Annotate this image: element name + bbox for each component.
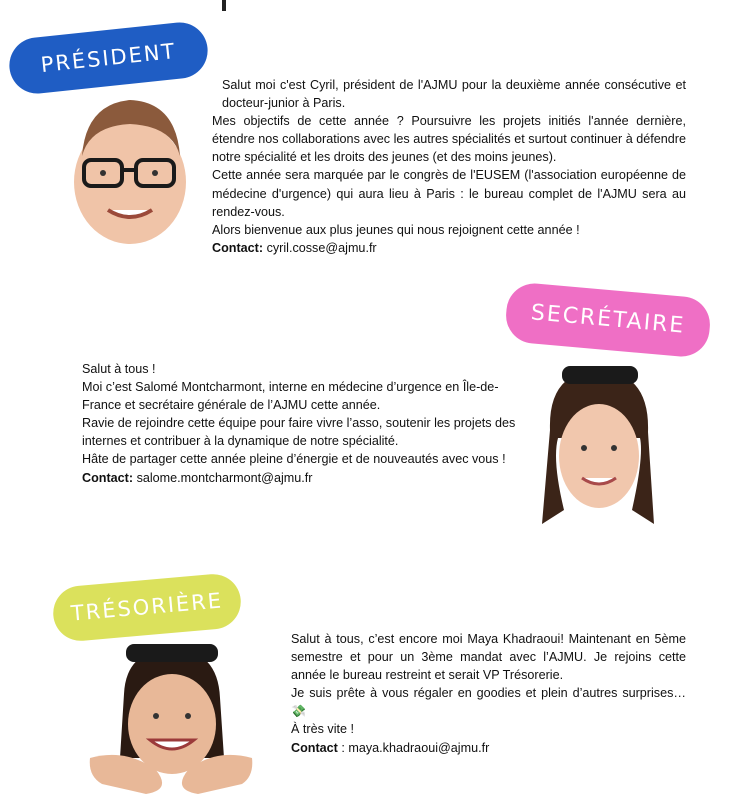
secretaire-bio (82, 360, 519, 487)
secretaire-greeting: Salut à tous ! (82, 362, 156, 376)
salome-photo (528, 360, 668, 530)
president-badge: PRÉSIDENT (7, 20, 211, 96)
money-icon: 💸 (291, 704, 306, 719)
tresoriere-closing: À très vite ! (291, 722, 354, 737)
president-goals: Mes objectifs de cette année ? Poursuivre les projets initiés l'année dernière, étendre nos collaborations avec les autres spécialités et surtout continuer à défendre notre spécialité et les droits des jeunes (et des moins jeunes). (212, 114, 686, 165)
president-contact-email[interactable]: cyril.cosse@ajmu.fr (263, 240, 377, 255)
cyril-photo (68, 86, 192, 246)
secretaire-badge: SECRÉTAIRE (504, 281, 712, 359)
president-bio (212, 76, 686, 257)
tresoriere-contact (291, 739, 686, 757)
secretaire-closing: Hâte de partager cette année pleine d’énergie et de nouveautés avec vous ! (82, 452, 506, 467)
tresoriere-intro: Salut à tous, c’est encore moi Maya Khadraoui! Maintenant en 5ème semestre et pour un 3ème mandat avec l’AJMU. Je rejoins cette année le bureau restreint et serait VP Trésorerie. (291, 632, 686, 683)
president-welcome: Alors bienvenue aux plus jeunes qui nous rejoignent cette année ! (212, 222, 580, 237)
secretaire-contact-label: Contact: (82, 470, 134, 485)
secretaire-contact (82, 469, 519, 487)
tresoriere-contact-label: Contact (291, 740, 338, 755)
president-contact-label: Contact: (212, 240, 264, 255)
top-divider (222, 0, 226, 11)
tresoriere-bio (291, 630, 686, 757)
president-contact (212, 239, 686, 257)
maya-photo (86, 640, 256, 800)
secretaire-intro: Moi c’est Salomé Montcharmont, interne en médecine d’urgence en Île-de-France et secrétaire générale de l’AJMU cette année. (82, 380, 499, 413)
tresoriere-surprise-text: Je suis prête à vous régaler en goodies et plein d’autres surprises… (291, 686, 686, 701)
tresoriere-badge: TRÉSORIÈRE (51, 572, 243, 643)
secretaire-mission: Ravie de rejoindre cette équipe pour faire vivre l’asso, soutenir les projets des internes et contribuer à la dynamique de notre spécialité. (82, 416, 516, 449)
tresoriere-contact-email[interactable]: : maya.khadraoui@ajmu.fr (337, 740, 490, 755)
tresoriere-surprise (291, 684, 686, 720)
president-congress: Cette année sera marquée par le congrès de l'EUSEM (l'association européenne de médecine d'urgence) qui aura lieu à Paris : le bureau complet de l'AJMU sera au rendez-vous. (212, 168, 686, 219)
secretaire-contact-email[interactable]: salome.montcharmont@ajmu.fr (133, 470, 313, 485)
president-intro: Salut moi c'est Cyril, président de l'AJMU pour la deuxième année consécutive et docteur-junior à Paris. (222, 78, 686, 111)
